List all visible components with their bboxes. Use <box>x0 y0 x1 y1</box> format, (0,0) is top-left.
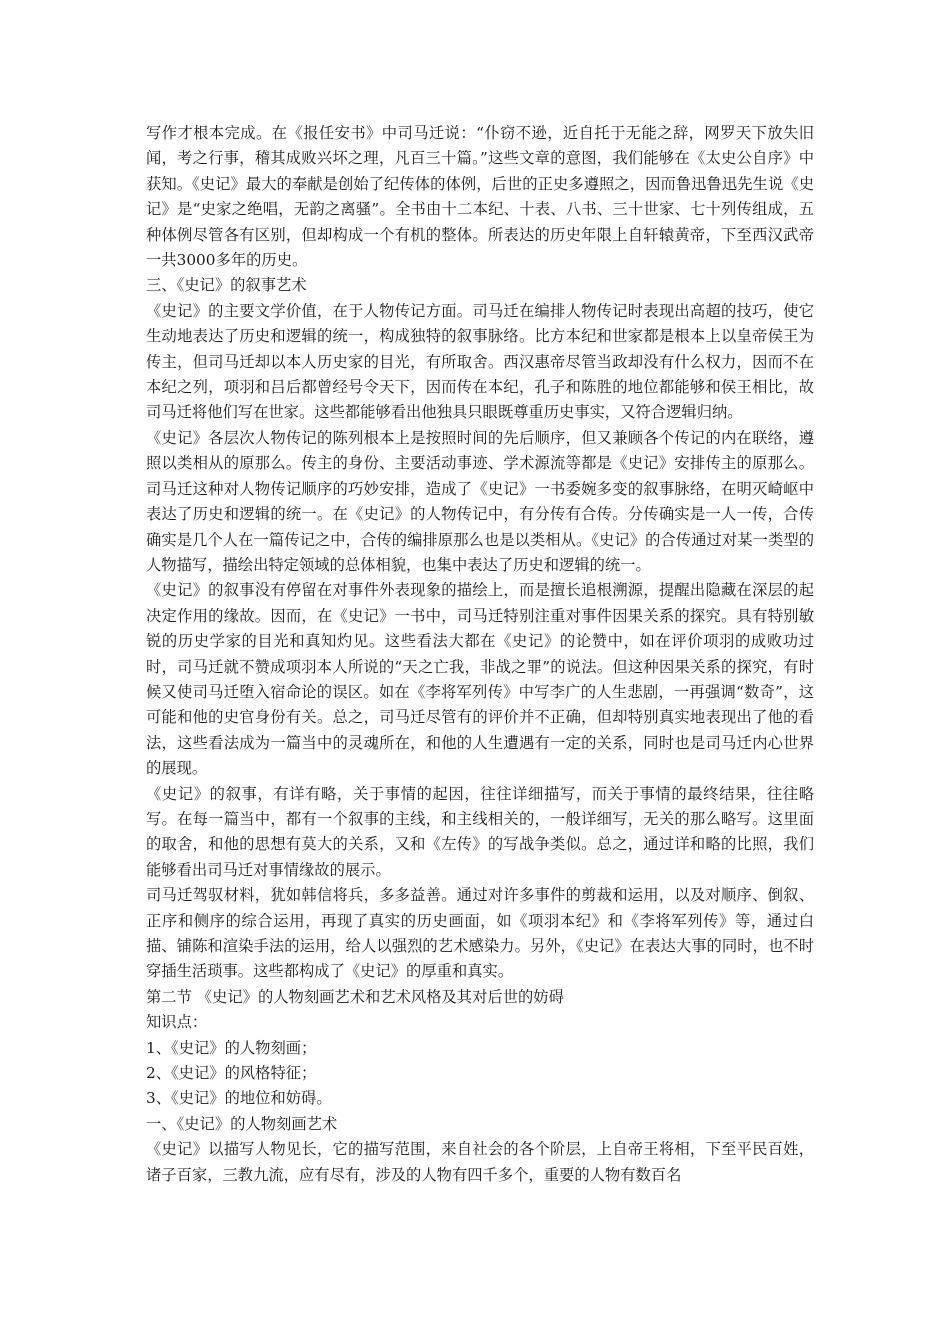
paragraph-sima-qian-intro: 写作才根本完成。在《报任安书》中司马迁说：“仆窃不逊，近自托于无能之辞，网罗天下放失旧闻，考之行事，稽其成败兴坏之理，凡百三十篇。”这些文章的意图，我们能够在《太史公自序》中获知。《史记》最大的奉献是创始了纪传体的体例，后世的正史多遵照之，因而鲁迅鲁迅先生说《史记》是“史家之绝唱，无韵之离骚”。全书由十二本纪、十表、八书、三十世家、七十列传组成，五种体例尽管各有区别，但却构成一个有机的整体。所表达的历史年限上自轩辕黄帝，下至西汉武帝一共3000多年的历史。 <box>146 124 814 270</box>
knowledge-points-label: 知识点： <box>146 1013 208 1032</box>
knowledge-point-item: 1、《史记》的人物刻画； <box>146 1038 317 1057</box>
section-heading-narrative-art: 三、《史记》的叙事艺术 <box>146 276 307 295</box>
paragraph-causality: 《史记》的叙事没有停留在对事件外表现象的描绘上，而是擅长追根溯源，提醒出隐藏在深层的起决定作用的缘故。因而，在《史记》一书中，司马迁特别注重对事件因果关系的探究。具有特别敏锐的历史学家的目光和真知灼见。这些看法大都在《史记》的论赞中，如在评价项羽的成败功过时，司马迁就不赞成项羽本人所说的“天之亡我，非战之罪”的说法。但这种因果关系的探究，有时候又使司马迁堕入宿命论的误区。如在《李将军列传》中写李广的人生悲剧，一再强调“数奇”，这可能和他的史官身份有关。总之，司马迁尽管有的评价并不正确，但却特别真实地表现出了他的看法，这些看法成为一篇当中的灵魂所在，和他的人生遭遇有一定的关系，同时也是司马迁内心世界的展现。 <box>146 581 814 778</box>
paragraph-material-control: 司马迁驾驭材料，犹如韩信将兵，多多益善。通过对许多事件的剪裁和运用，以及对顺序、倒叙、正序和侧序的综合运用，再现了真实的历史画面，如《项羽本纪》和《李将军列传》等，通过白描、铺陈和渲染手法的运用，给人以强烈的艺术感染力。另外，《史记》在表达大事的同时，也不时穿插生活琐事。这些都构成了《史记》的厚重和真实。 <box>146 886 814 981</box>
knowledge-point-item: 2、《史记》的风格特征； <box>146 1064 317 1083</box>
paragraph-character-range: 《史记》以描写人物见长，它的描写范围，来自社会的各个阶层，上自帝王将相，下至平民百姓，诸子百家，三教九流，应有尽有，涉及的人物有四千多个，重要的人物有数百名 <box>146 1140 814 1184</box>
paragraph-biography-value: 《史记》的主要文学价值，在于人物传记方面。司马迁在编排人物传记时表现出高超的技巧，使它生动地表达了历史和逻辑的统一，构成独特的叙事脉络。比方本纪和世家都是根本上以皇帝侯王为传主，但司马迁却以本人历史家的目光，有所取舍。西汉惠帝尽管当政却没有什么权力，因而不在本纪之列，项羽和吕后都曾经号令天下，因而传在本纪，孔子和陈胜的地位都能够和侯王相比，故司马迁将他们写在世家。这些都能够看出他独具只眼既尊重历史事实，又符合逻辑归纳。 <box>146 301 814 422</box>
paragraph-biography-order: 《史记》各层次人物传记的陈列根本上是按照时间的先后顺序，但又兼顾各个传记的内在联络，遵照以类相从的原那么。传主的身份、主要活动事迹、学术源流等都是《史记》安排传主的原那么。司马迁这种对人物传记顺序的巧妙安排，造成了《史记》一书委婉多变的叙事脉络，在明灭崎岖中表达了历史和逻辑的统一。在《史记》的人物传记中，有分传有合传。分传确实是一人一传，合传确实是几个人在一篇传记之中，合传的编排原那么也是以类相从。《史记》的合传通过对某一类型的人物描写，描绘出特定领域的总体相貌，也集中表达了历史和逻辑的统一。 <box>146 428 814 574</box>
section-heading-second-section: 第二节 《史记》的人物刻画艺术和艺术风格及其对后世的妨碍 <box>146 987 564 1006</box>
knowledge-point-item: 3、《史记》的地位和妨碍。 <box>146 1089 332 1108</box>
section-heading-character-art: 一、《史记》的人物刻画艺术 <box>146 1114 338 1133</box>
paragraph-detail-brevity: 《史记》的叙事，有详有略，关于事情的起因，往往详细描写，而关于事情的最终结果，往往略写。在每一篇当中，都有一个叙事的主线，和主线相关的，一般详细写，无关的那么略写。这里面的取舍，和他的思想有莫大的关系，又和《左传》的写战争类似。总之，通过详和略的比照，我们能够看出司马迁对事情缘故的展示。 <box>146 784 814 879</box>
document-body <box>146 121 814 1188</box>
